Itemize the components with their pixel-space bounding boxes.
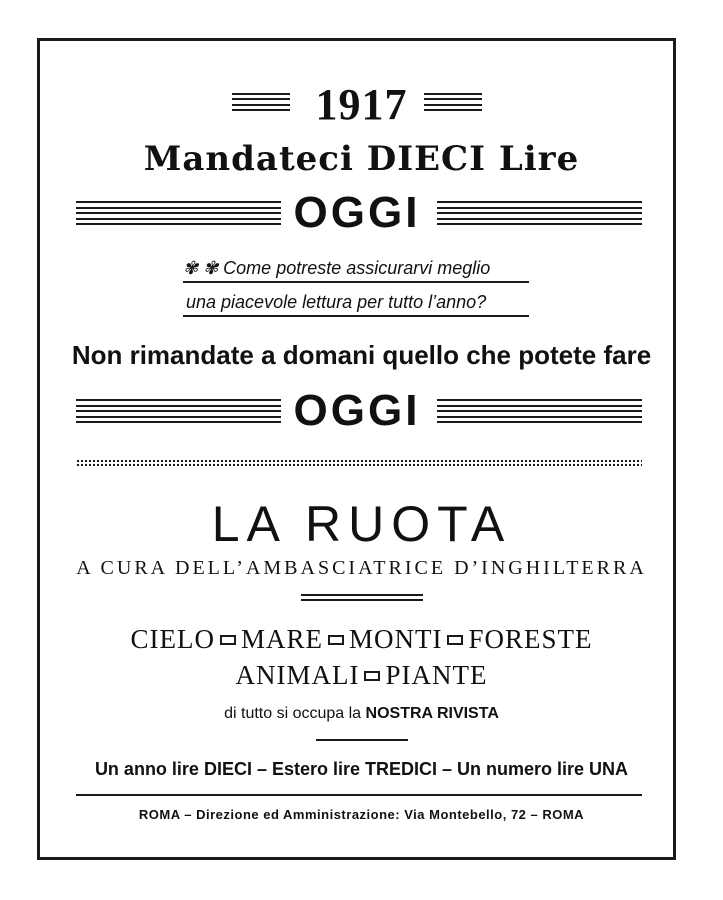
topics-line-2 <box>0 659 723 691</box>
magazine-subtitle: A CURA DELL’AMBASCIATRICE D’INGHILTERRA <box>76 557 647 579</box>
topic-animali: ANIMALI <box>235 660 360 690</box>
oggi-rule-right-2 <box>437 399 642 423</box>
topics-line-1 <box>0 623 723 655</box>
question-underline-2 <box>183 315 529 317</box>
question-underline-1 <box>183 281 529 283</box>
question-line-1: ✾ ✾ Come potreste assicurarvi meglio <box>183 258 491 278</box>
year-rule-right <box>424 93 482 111</box>
headline-mandateci: Mandateci DIECI Lire <box>143 139 580 179</box>
magazine-tagline: di tutto si occupa la NOSTRA RIVISTA <box>224 705 499 722</box>
oggi-heading-2: OGGI <box>293 386 421 435</box>
topic-mare: MARE <box>240 624 323 654</box>
magazine-title: LA RUOTA <box>211 496 512 552</box>
short-ornament-rule <box>316 739 408 741</box>
oggi-heading-1: OGGI <box>293 188 421 237</box>
flower-ornament-icon: ✾ ✾ <box>183 258 224 278</box>
separator-box-icon <box>447 635 463 645</box>
footer-rule <box>76 794 642 796</box>
oggi-rule-left-1 <box>76 201 281 225</box>
question-line-2: una piacevole lettura per tutto l’anno? <box>186 292 487 312</box>
separator-box-icon <box>328 635 344 645</box>
topic-foreste: FORESTE <box>468 624 593 654</box>
year-heading: 1917 <box>315 80 408 129</box>
dotted-divider <box>76 459 642 467</box>
topic-piante: PIANTE <box>385 660 488 690</box>
separator-box-icon <box>220 635 236 645</box>
exhortation-text: Non rimandate a domani quello che potete fare <box>71 340 652 370</box>
separator-box-icon <box>364 671 380 681</box>
pricing-line: Un anno lire DIECI – Estero lire TREDICI – Un numero lire UNA <box>94 759 629 779</box>
oggi-rule-right-1 <box>437 201 642 225</box>
topic-cielo: CIELO <box>130 624 215 654</box>
footer-address: ROMA – Direzione ed Amministrazione: Via Montebello, 72 – ROMA <box>138 807 585 822</box>
subtitle-double-rule <box>301 594 423 601</box>
oggi-rule-left-2 <box>76 399 281 423</box>
topic-monti: MONTI <box>348 624 443 654</box>
